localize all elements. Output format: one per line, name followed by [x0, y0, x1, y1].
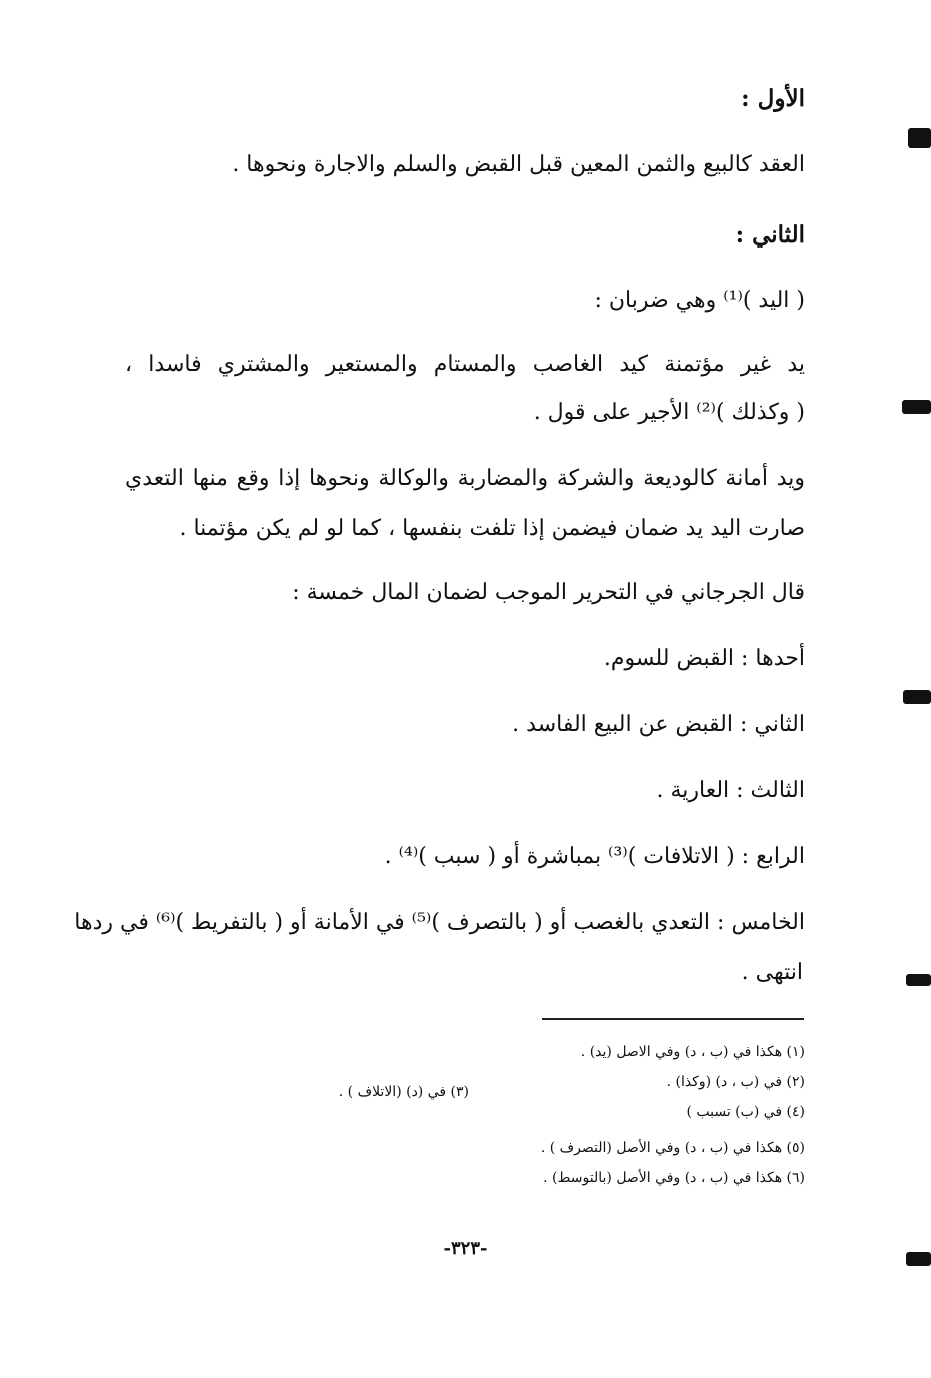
body-line: ( وكذلك )⁽²⁾ الأجير على قول . [533, 400, 805, 425]
scan-mark [906, 974, 931, 986]
footnote: (١) هكذا في (ب ، د) وفي الاصل (يد) . [580, 1044, 805, 1060]
scan-mark [902, 400, 931, 414]
list-item: الخامس : التعدي بالغصب أو ( بالتصرف )⁽⁵⁾ في الأمانة أو ( بالتفريط )⁽⁶⁾ في ردها [74, 910, 805, 935]
list-item: أحدها : القبض للسوم. [603, 646, 805, 671]
list-item: الرابع : ( الاتلافات )⁽³⁾ بمباشرة أو ( سبب )⁽⁴⁾ . [384, 844, 805, 869]
scan-mark [906, 1252, 931, 1266]
heading-second: الثاني : [735, 221, 805, 248]
footnote: (٤) في (ب) تسبب ) [686, 1104, 805, 1120]
body-line: ( اليد )⁽¹⁾ وهي ضربان : [594, 288, 805, 313]
list-item: الثاني : القبض عن البيع الفاسد . [512, 712, 805, 737]
footnote: (٦) هكذا في (ب ، د) وفي الأصل (بالتوسط) . [543, 1170, 805, 1186]
body-line: انتهى . [741, 960, 803, 985]
body-line: ويد أمانة كالوديعة والشركة والمضاربة والوكالة ونحوها إذا وقع منها التعدي [125, 466, 805, 491]
list-item: الثالث : العارية . [656, 778, 805, 803]
body-line: يد غير مؤتمنة كيد الغاصب والمستام والمستعير والمشتري فاسدا ، [125, 352, 805, 377]
footnote: (٣) في (د) (الاتلاف ) . [338, 1084, 469, 1100]
scan-mark [903, 690, 931, 704]
body-line: قال الجرجاني في التحرير الموجب لضمان المال خمسة : [292, 580, 805, 605]
footnote: (٢) في (ب ، د) (وكذا) . [666, 1074, 805, 1090]
body-line: العقد كالبيع والثمن المعين قبل القبض والسلم والاجارة ونحوها . [232, 152, 805, 177]
page-number: -٣٢٣- [443, 1238, 488, 1259]
heading-first: الأول : [741, 85, 805, 112]
footnote-separator [542, 1018, 804, 1020]
body-line: صارت اليد يد ضمان فيضمن إذا تلفت بنفسها ، كما لو لم يكن مؤتمنا . [179, 516, 805, 541]
footnote: (٥) هكذا في (ب ، د) وفي الأصل (التصرف ) . [540, 1140, 805, 1156]
scan-mark [908, 128, 931, 148]
